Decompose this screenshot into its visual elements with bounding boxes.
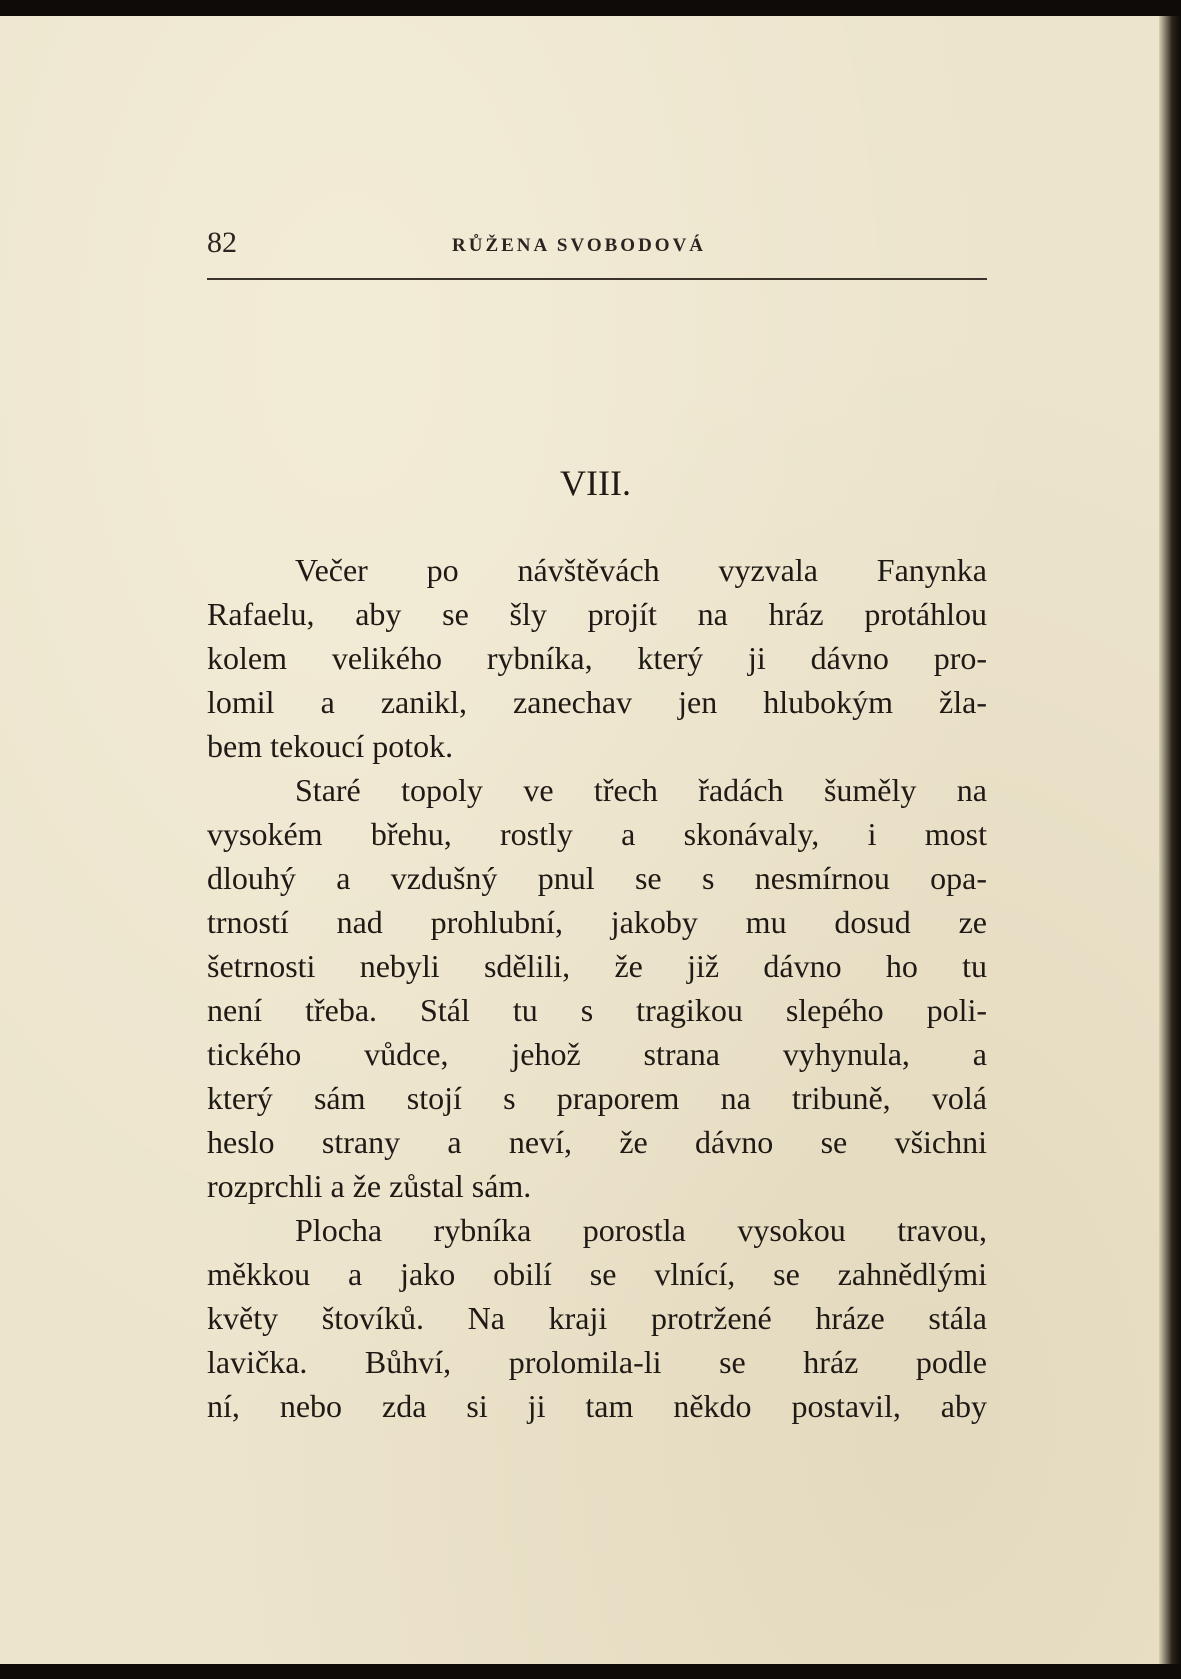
page-number: 82 — [207, 226, 237, 259]
text-line: květy štovíků. Na kraji protržené hráze stála — [207, 1300, 987, 1336]
text-line: trností nad prohlubní, jakoby mu dosud ze — [207, 904, 987, 940]
running-title: RŮŽENA SVOBODOVÁ — [452, 235, 707, 256]
text-line: Staré topoly ve třech řadách šuměly na — [295, 772, 987, 808]
text-line: šetrnosti nebyli sdělili, že již dávno ho tu — [207, 948, 987, 984]
chapter-heading: VIII. — [560, 463, 631, 503]
running-head — [207, 226, 987, 266]
text-line: dlouhý a vzdušný pnul se s nesmírnou opa- — [207, 860, 987, 896]
text-line: lavička. Bůhví, prolomila-li se hráz podle — [207, 1344, 987, 1380]
text-line: rozprchli a že zůstal sám. — [207, 1168, 532, 1204]
text-line: Rafaelu, aby se šly projít na hráz protáhlou — [207, 596, 987, 632]
text-line: který sám stojí s praporem na tribuně, volá — [207, 1080, 987, 1116]
text-line: měkkou a jako obilí se vlnící, se zahnědlými — [207, 1256, 987, 1292]
text-line: lomil a zanikl, zanechav jen hlubokým žla- — [207, 684, 987, 720]
text-line: Plocha rybníka porostla vysokou travou, — [295, 1212, 987, 1248]
text-line: bem tekoucí potok. — [207, 728, 454, 764]
text-line: vysokém břehu, rostly a skonávaly, i most — [207, 816, 987, 852]
text-line: ní, nebo zda si ji tam někdo postavil, aby — [207, 1388, 987, 1424]
text-line: není třeba. Stál tu s tragikou slepého poli- — [207, 992, 987, 1028]
page-edge — [1159, 16, 1181, 1664]
text-line: tického vůdce, jehož strana vyhynula, a — [207, 1036, 987, 1072]
text-line: heslo strany a neví, že dávno se všichni — [207, 1124, 987, 1160]
header-rule — [207, 278, 987, 280]
text-line: Večer po návštěvách vyzvala Fanynka — [295, 552, 987, 588]
body-text — [207, 548, 987, 1428]
text-line: kolem velikého rybníka, který ji dávno pro- — [207, 640, 987, 676]
